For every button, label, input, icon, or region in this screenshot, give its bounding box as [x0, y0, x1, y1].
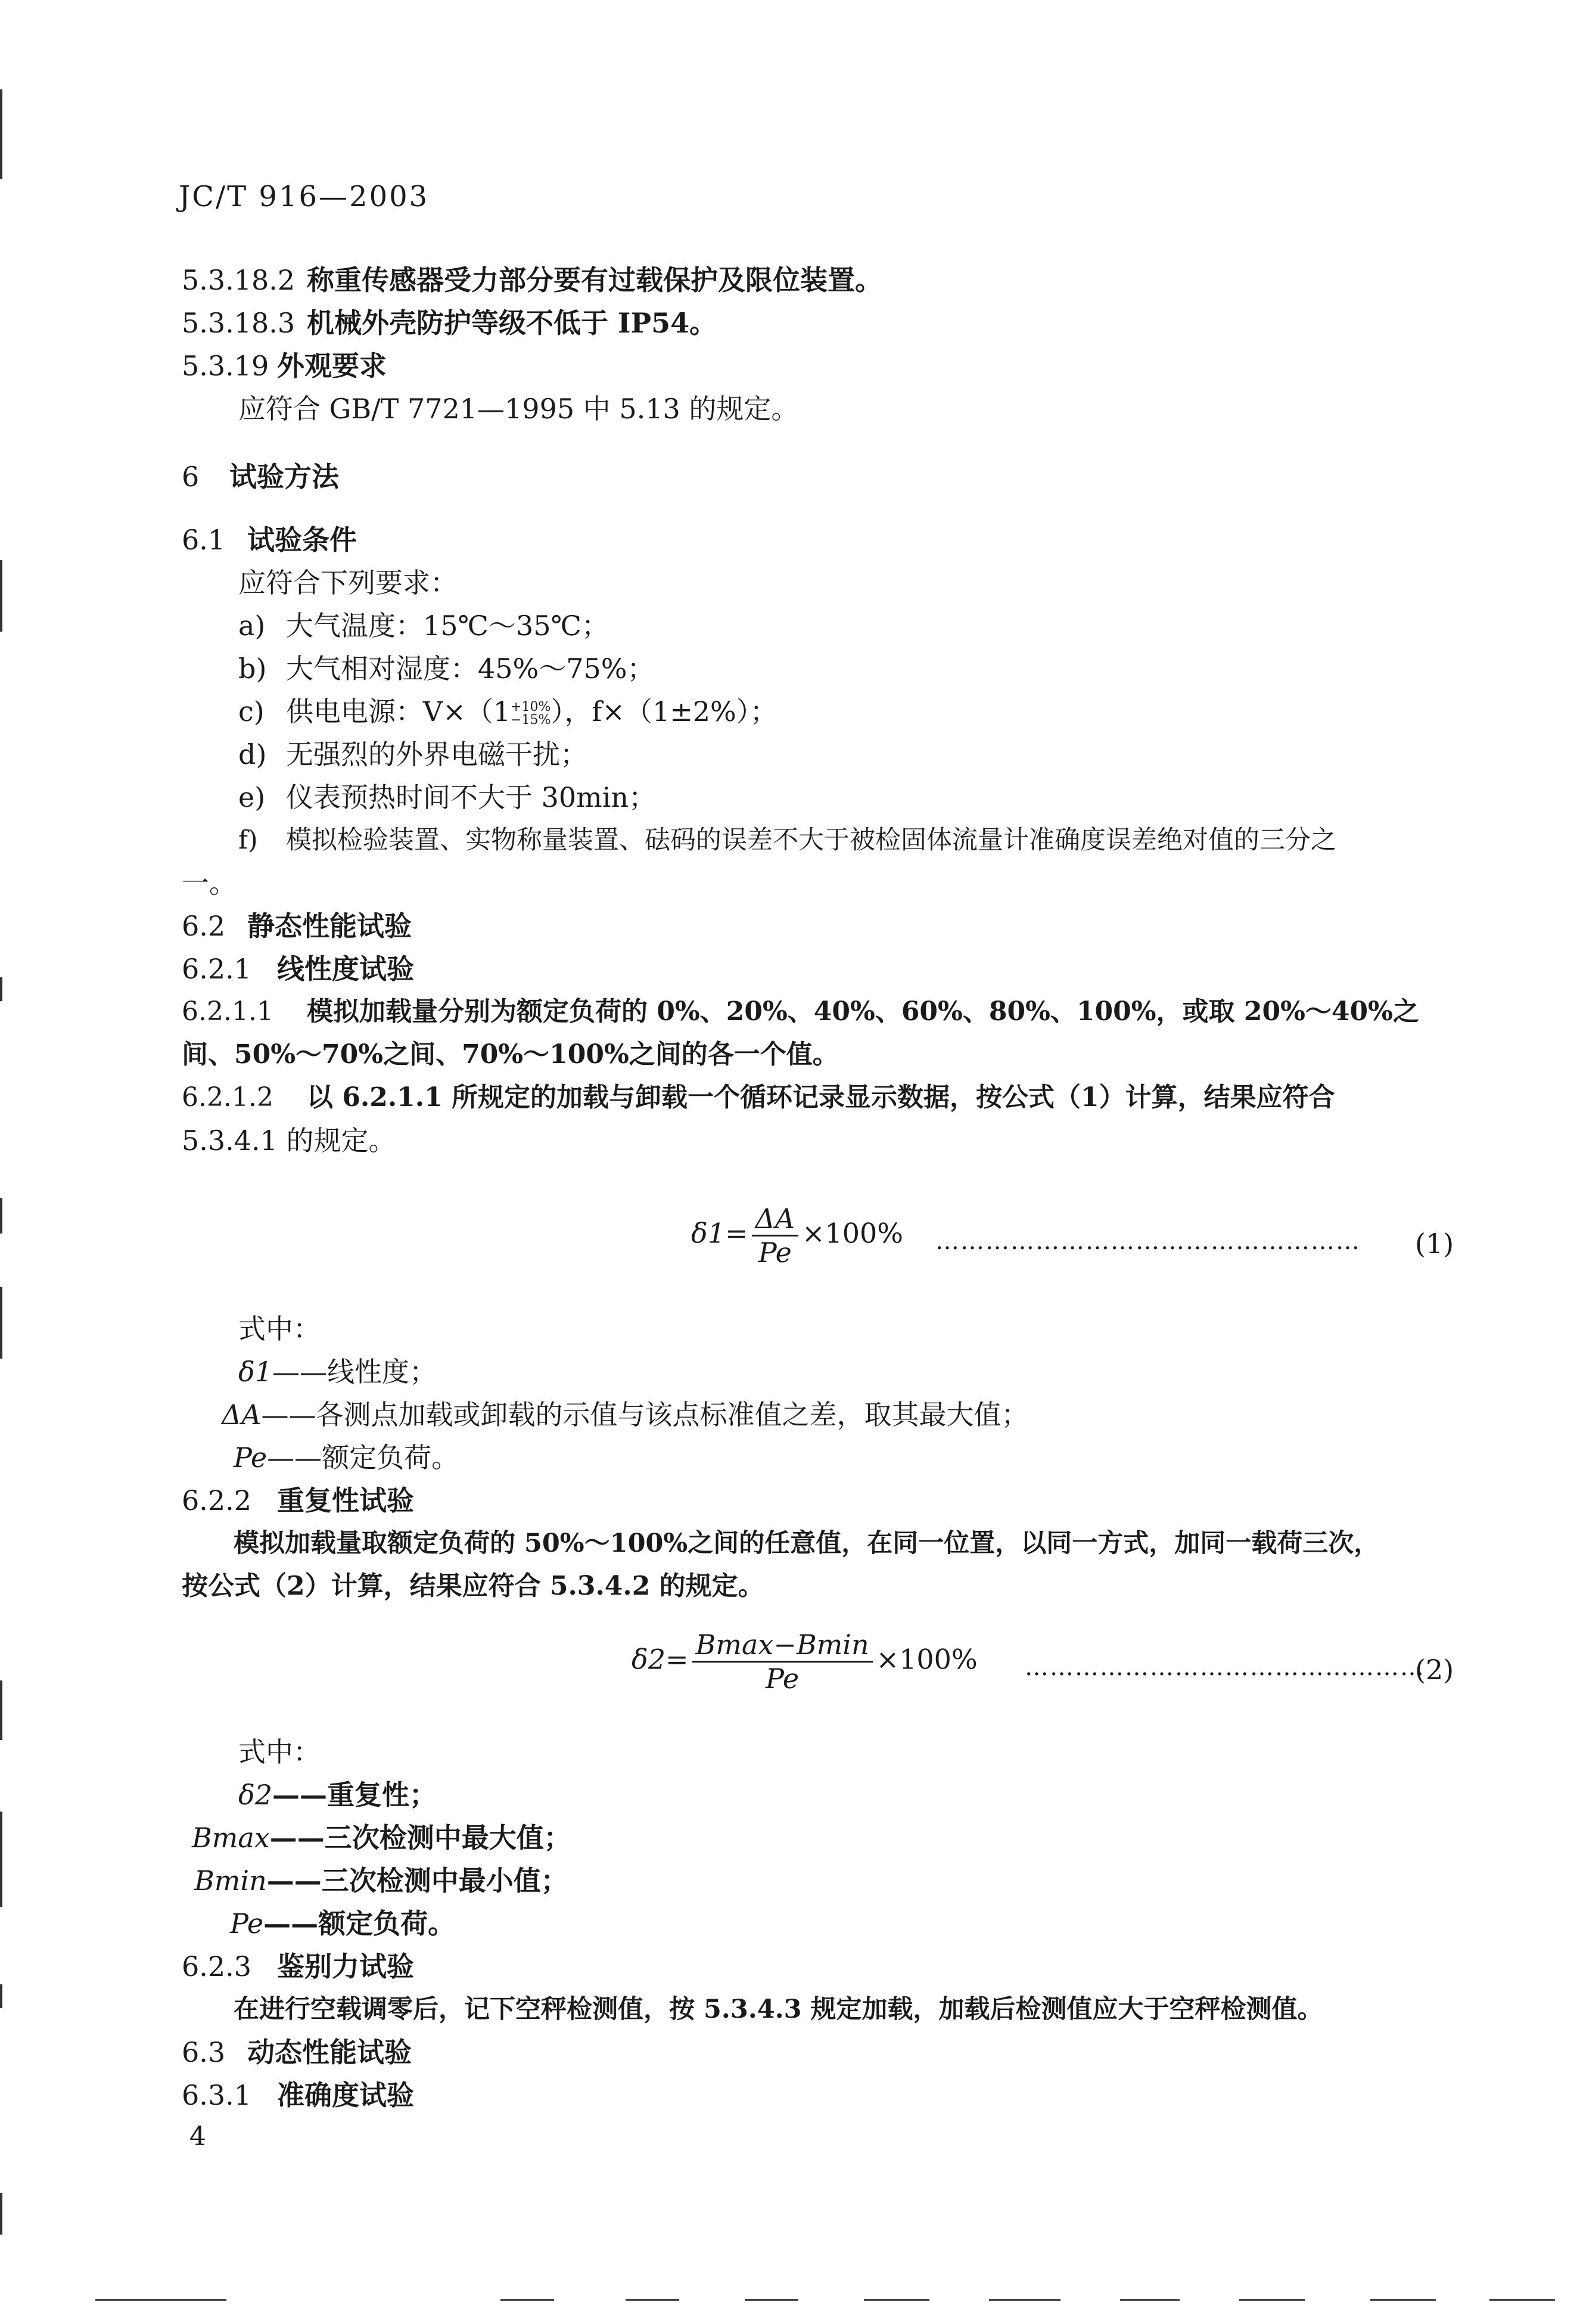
scan-edge-mark — [0, 1198, 2, 1234]
list-label: b) — [238, 653, 267, 685]
paragraph: 在进行空载调零后，记下空秤检测值，按 5.3.4.3 规定加载，加载后检测值应大于空秤检测值。 — [234, 1994, 1323, 2024]
scan-edge-mark — [0, 1287, 2, 1359]
equation-rhs: ×100% — [801, 1217, 904, 1250]
list-label: c) — [238, 695, 265, 728]
variable-symbol: Bmax — [192, 1822, 270, 1854]
paragraph: 模拟加载量取额定负荷的 50%～100%之间的任意值，在同一位置，以同一方式，加同一载荷三次， — [234, 1528, 1380, 1558]
list-label: a) — [238, 610, 266, 642]
fraction-numerator: Bmax−Bmin — [692, 1630, 873, 1663]
clause-number: 5.3.18.3 — [182, 307, 296, 339]
equation-leader-dots: …………………………………………… — [935, 1228, 1361, 1255]
clause-6-2-1 — [182, 951, 414, 987]
fraction — [692, 1630, 873, 1694]
fraction-denominator: Pe — [758, 1236, 792, 1269]
scan-edge-mark — [0, 89, 2, 179]
tolerance-stack — [511, 701, 550, 727]
scan-bottom-mark — [1120, 2299, 1180, 2301]
fraction-denominator: Pe — [766, 1663, 800, 1695]
list-text: 供电电源：V×（1 — [286, 695, 511, 728]
clause-6-1 — [182, 522, 357, 558]
clause-number: 6.3.1 — [182, 2079, 252, 2111]
list-text: 大气温度：15℃～35℃； — [286, 610, 609, 642]
equation-leader-dots: ………………………………………… — [1025, 1654, 1425, 1681]
variable-definition — [192, 1820, 571, 1856]
scan-bottom-mark — [745, 2299, 798, 2301]
equation-1 — [691, 1204, 903, 1267]
fraction-numerator: ΔA — [752, 1204, 798, 1236]
scan-bottom-mark — [989, 2299, 1060, 2301]
clause-heading: 外观要求 — [277, 350, 387, 382]
list-text: 大气相对湿度：45%～75%； — [286, 653, 655, 685]
variable-description: ——额定负荷。 — [267, 1441, 459, 1474]
where-label: 式中： — [238, 1313, 321, 1345]
variable-definition — [238, 1354, 437, 1390]
section-6-heading — [182, 459, 339, 495]
equation-lhs: δ2= — [632, 1643, 689, 1676]
paragraph-continued: 按公式（2）计算，结果应符合 5.3.4.2 的规定。 — [182, 1571, 764, 1601]
variable-description: ——线性度； — [272, 1356, 437, 1388]
clause-6-3 — [182, 2034, 412, 2070]
list-item-d — [238, 737, 587, 772]
variable-symbol: δ1 — [238, 1356, 272, 1388]
scan-edge-mark — [0, 1680, 2, 1740]
paragraph: 应符合下列要求： — [238, 567, 458, 599]
scan-bottom-mark — [864, 2299, 929, 2301]
variable-description: ——额定负荷。 — [263, 1907, 456, 1940]
scan-edge-mark — [0, 560, 2, 632]
variable-description: ——各测点加载或卸载的示值与该点标准值之差，取其最大值； — [261, 1399, 1029, 1431]
variable-description: ——三次检测中最大值； — [269, 1822, 571, 1854]
equation-2 — [632, 1630, 978, 1694]
clause-number: 6.2.1.1 — [182, 996, 273, 1027]
clause-text: 机械外壳防护等级不低于 IP54。 — [307, 307, 717, 339]
tolerance-lower: −15% — [511, 713, 551, 728]
where-label: 式中： — [238, 1736, 321, 1768]
list-label: f) — [238, 825, 258, 855]
section-title: 试验方法 — [229, 461, 339, 493]
clause-6-3-1 — [182, 2077, 414, 2113]
clause-number: 6.2.1.2 — [182, 1082, 273, 1113]
equation-rhs: ×100% — [876, 1643, 978, 1676]
clause-number: 6.2.1 — [182, 953, 252, 985]
scan-bottom-mark — [95, 2299, 226, 2301]
list-text: 模拟检验装置、实物称量装置、砝码的误差不大于被检固体流量计准确度误差绝对值的三分之 — [286, 825, 1336, 855]
equation-number: (2) — [1415, 1654, 1454, 1686]
scan-bottom-mark — [1489, 2299, 1555, 2301]
clause-number: 6.2.2 — [182, 1484, 252, 1517]
clause-number: 6.1 — [182, 524, 226, 556]
list-label: e) — [238, 781, 266, 813]
clause-number: 6.3 — [182, 2036, 226, 2068]
variable-definition — [222, 1397, 1028, 1433]
standard-code-header: JC/T 916—2003 — [179, 180, 430, 213]
scan-bottom-mark — [500, 2299, 554, 2301]
clause-heading: 静态性能试验 — [247, 910, 412, 942]
list-item-f — [238, 822, 1336, 858]
clause-6-2-1-1 — [182, 994, 1419, 1030]
clause-6-2-1-2 — [182, 1080, 1335, 1116]
variable-symbol: δ2 — [238, 1779, 272, 1811]
list-item-e — [238, 779, 656, 815]
list-item-a — [238, 608, 609, 644]
clause-6-2-1-2-continued: 5.3.4.1 的规定。 — [182, 1124, 396, 1157]
list-label: d) — [238, 738, 267, 770]
clause-heading: 鉴别力试验 — [277, 1950, 414, 1983]
equation-lhs: δ1= — [691, 1217, 748, 1250]
scan-edge-mark — [0, 2193, 2, 2235]
variable-symbol: ΔA — [222, 1399, 262, 1431]
variable-symbol: Bmin — [194, 1865, 267, 1897]
variable-description: ——三次检测中最小值； — [266, 1865, 568, 1897]
clause-6-2 — [182, 908, 412, 944]
clause-number: 5.3.18.2 — [182, 264, 296, 296]
clause-number: 5.3.19 — [182, 350, 269, 382]
clause-text: 以 6.2.1.1 所规定的加载与卸载一个循环记录显示数据，按公式（1）计算，结果应符合 — [307, 1082, 1335, 1113]
scan-edge-mark — [0, 1984, 2, 2008]
list-item-c — [238, 694, 777, 729]
list-text: 仪表预热时间不大于 30min； — [286, 781, 657, 813]
clause-6-2-3 — [182, 1949, 414, 1984]
clause-heading: 线性度试验 — [277, 953, 414, 985]
fraction — [752, 1204, 798, 1267]
list-text: 无强烈的外界电磁干扰； — [286, 738, 587, 770]
clause-6-2-1-1-continued: 间、50%～70%之间、70%～100%之间的各一个值。 — [182, 1039, 839, 1070]
variable-definition — [234, 1440, 459, 1475]
tolerance-upper: +10% — [511, 700, 551, 714]
page-number: 4 — [189, 2121, 206, 2152]
clause-heading: 重复性试验 — [277, 1484, 414, 1517]
clause-number: 6.2.3 — [182, 1950, 252, 1983]
section-number: 6 — [182, 461, 200, 493]
variable-symbol: Pe — [230, 1907, 264, 1940]
clause-text: 模拟加载量分别为额定负荷的 0%、20%、40%、60%、80%、100%，或取 20%～40%之 — [307, 996, 1419, 1027]
clause-5-3-19 — [182, 348, 387, 384]
list-item-b — [238, 651, 654, 686]
scan-bottom-mark — [626, 2299, 679, 2301]
scan-bottom-mark — [1370, 2299, 1436, 2301]
scan-edge-mark — [0, 977, 2, 1001]
clause-number: 6.2 — [182, 910, 226, 942]
list-text: ），f×（1±2%）； — [550, 695, 777, 728]
clause-heading: 准确度试验 — [277, 2079, 414, 2111]
clause-heading: 动态性能试验 — [247, 2036, 412, 2068]
variable-definition — [230, 1906, 455, 1941]
scan-edge-mark — [0, 1812, 2, 1907]
clause-heading: 试验条件 — [247, 524, 357, 556]
clause-5-3-18-2 — [182, 262, 882, 298]
variable-description: ——重复性； — [272, 1779, 437, 1811]
list-item-f-continued: 一。 — [182, 867, 237, 899]
clause-6-2-2 — [182, 1483, 414, 1518]
variable-symbol: Pe — [234, 1441, 268, 1474]
clause-5-3-18-3 — [182, 305, 717, 341]
paragraph: 应符合 GB/T 7721—1995 中 5.13 的规定。 — [238, 393, 799, 425]
variable-definition — [238, 1777, 437, 1813]
clause-text: 称重传感器受力部分要有过载保护及限位装置。 — [307, 264, 882, 296]
equation-number: (1) — [1415, 1228, 1454, 1260]
scan-bottom-mark — [1239, 2299, 1305, 2301]
variable-definition — [194, 1863, 568, 1899]
